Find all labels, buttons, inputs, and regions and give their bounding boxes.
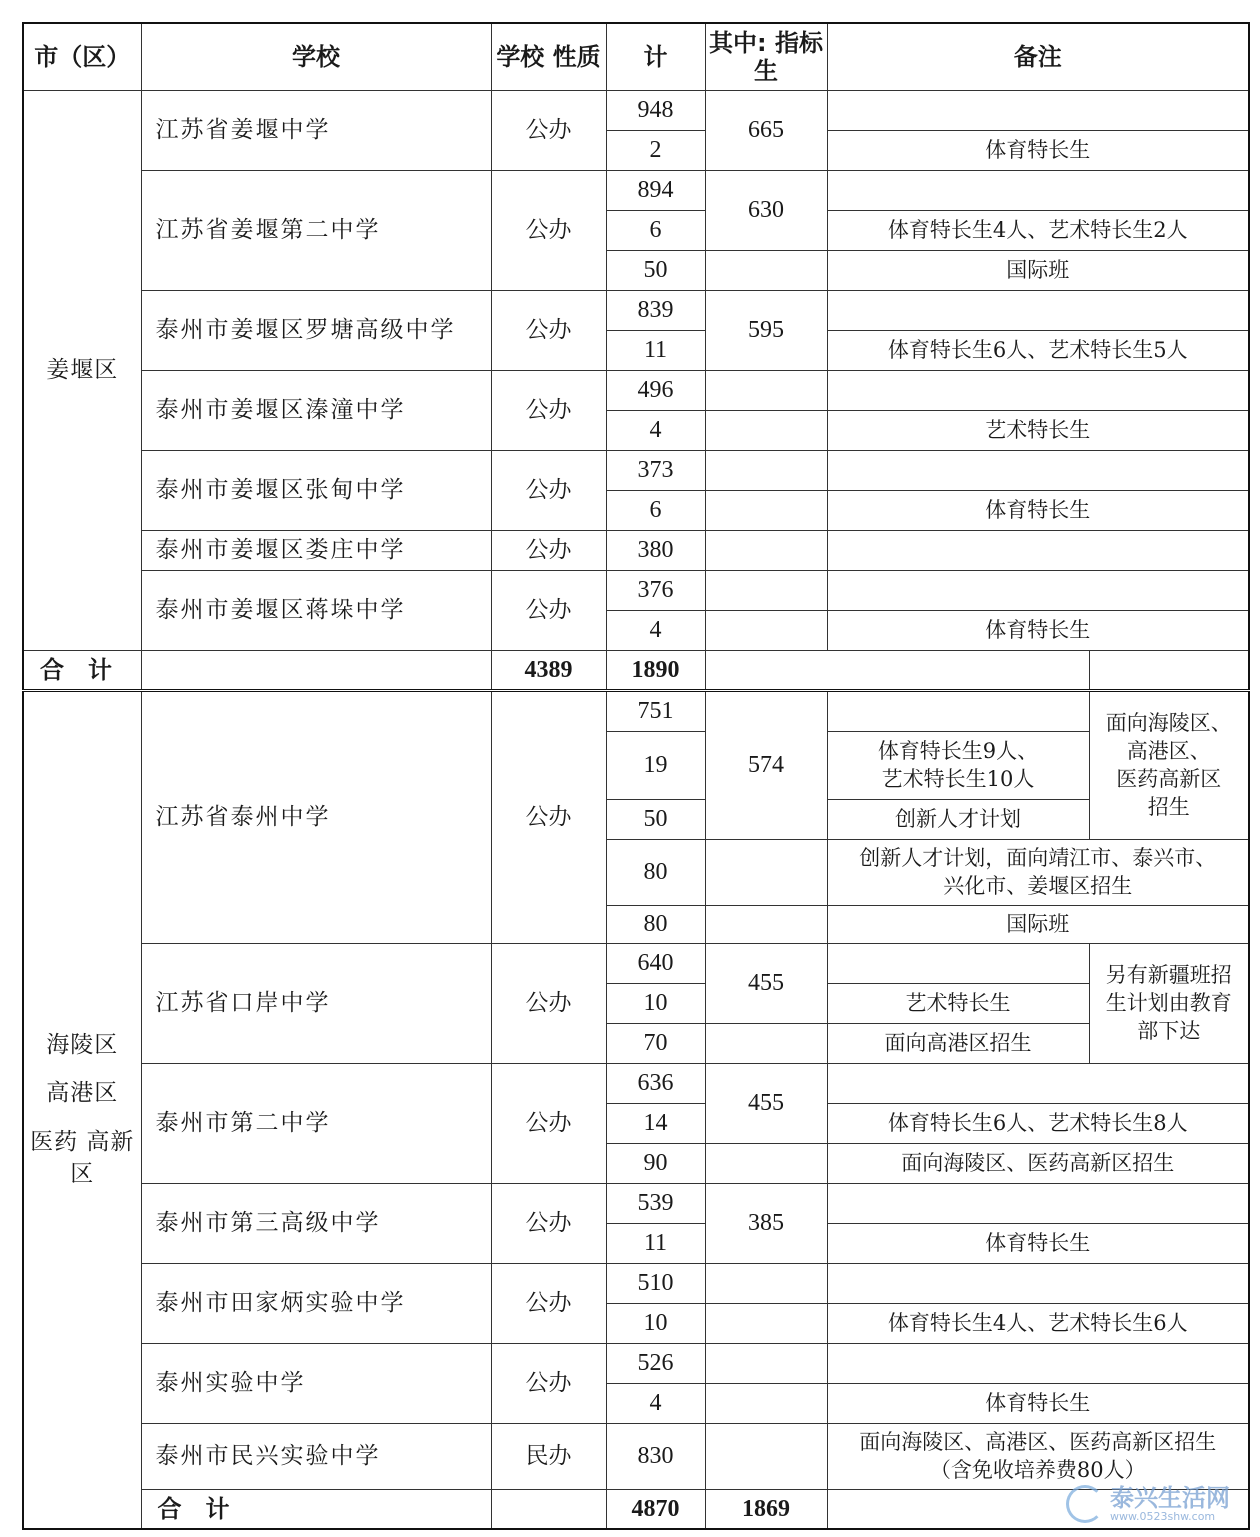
school-type: 公办 bbox=[491, 1063, 606, 1183]
school-name: 泰州市第二中学 bbox=[141, 1063, 491, 1183]
quota-cell bbox=[705, 610, 827, 650]
table-row bbox=[23, 170, 1249, 210]
count-cell: 510 bbox=[606, 1263, 705, 1303]
quota-cell bbox=[705, 1383, 827, 1423]
table-row bbox=[23, 530, 1249, 570]
quota-cell: 630 bbox=[705, 170, 827, 250]
count-cell: 496 bbox=[606, 370, 705, 410]
count-cell: 4 bbox=[606, 610, 705, 650]
count-cell: 19 bbox=[606, 731, 705, 799]
school-type: 民办 bbox=[491, 1423, 606, 1489]
note-cell: 面向海陵区、医药高新区招生 bbox=[827, 1143, 1249, 1183]
quota-cell bbox=[705, 530, 827, 570]
table-row bbox=[23, 943, 1249, 983]
count-cell: 11 bbox=[606, 1223, 705, 1263]
quota-cell: 385 bbox=[705, 1183, 827, 1263]
school-type bbox=[491, 1489, 606, 1529]
count-cell: 50 bbox=[606, 250, 705, 290]
table-row bbox=[23, 1063, 1249, 1103]
total-count: 4870 bbox=[606, 1489, 705, 1529]
school-type: 公办 bbox=[491, 1183, 606, 1263]
school-type: 公办 bbox=[491, 170, 606, 290]
quota-cell: 455 bbox=[705, 943, 827, 1023]
note-cell: 创新人才计划，面向靖江市、泰兴市、 兴化市、姜堰区招生 bbox=[827, 839, 1249, 905]
count-cell: 50 bbox=[606, 799, 705, 839]
site-watermark bbox=[1066, 1485, 1230, 1523]
note-cell: 体育特长生4人、艺术特长生2人 bbox=[827, 210, 1249, 250]
total-count: 4389 bbox=[491, 650, 606, 690]
count-cell: 4 bbox=[606, 410, 705, 450]
school-type: 公办 bbox=[491, 530, 606, 570]
header-quota: 其中: 指标生 bbox=[705, 23, 827, 90]
quota-cell bbox=[705, 490, 827, 530]
side-note: 面向海陵区、 高港区、 医药高新区 招生 bbox=[1089, 690, 1249, 839]
count-cell: 636 bbox=[606, 1063, 705, 1103]
quota-cell bbox=[705, 410, 827, 450]
note-cell: 艺术特长生 bbox=[827, 983, 1089, 1023]
region-gaogang: 高港区 bbox=[46, 1079, 119, 1106]
region-yiyao: 医药 高新区 bbox=[30, 1128, 135, 1187]
note-cell: 面向海陵区、高港区、医药高新区招生 （含免收培养费80人） bbox=[827, 1423, 1249, 1489]
quota-cell bbox=[705, 1023, 827, 1063]
quota-cell bbox=[705, 370, 827, 410]
count-cell: 90 bbox=[606, 1143, 705, 1183]
school-type: 公办 bbox=[491, 370, 606, 450]
note-cell bbox=[827, 1263, 1249, 1303]
note-cell: 体育特长生6人、艺术特长生8人 bbox=[827, 1103, 1249, 1143]
school-type: 公办 bbox=[491, 90, 606, 170]
school-name: 江苏省泰州中学 bbox=[141, 690, 491, 943]
quota-cell bbox=[705, 450, 827, 490]
table-row bbox=[23, 370, 1249, 410]
note-cell bbox=[827, 690, 1089, 731]
count-cell: 376 bbox=[606, 570, 705, 610]
note-cell bbox=[827, 450, 1249, 490]
header-region: 市（区） bbox=[23, 23, 141, 90]
note-cell: 体育特长生 bbox=[827, 130, 1249, 170]
note-cell: 国际班 bbox=[827, 905, 1249, 943]
school-name: 泰州实验中学 bbox=[141, 1343, 491, 1423]
note-cell: 体育特长生 bbox=[827, 1383, 1249, 1423]
total-label: 合 计 bbox=[23, 650, 141, 690]
table-row bbox=[23, 90, 1249, 130]
note-cell: 体育特长生 bbox=[827, 1223, 1249, 1263]
table-row bbox=[23, 1343, 1249, 1383]
count-cell: 80 bbox=[606, 839, 705, 905]
school-type: 公办 bbox=[491, 450, 606, 530]
count-cell: 70 bbox=[606, 1023, 705, 1063]
quota-cell bbox=[705, 1423, 827, 1489]
table-row bbox=[23, 1263, 1249, 1303]
table-row bbox=[23, 570, 1249, 610]
school-type: 公办 bbox=[491, 570, 606, 650]
count-cell: 830 bbox=[606, 1423, 705, 1489]
header-row bbox=[23, 23, 1249, 90]
side-note: 另有新疆班招 生计划由教育 部下达 bbox=[1089, 943, 1249, 1063]
region-cell: 姜堰区 bbox=[23, 90, 141, 650]
school-name: 泰州市姜堰区蒋垛中学 bbox=[141, 570, 491, 650]
note-cell: 体育特长生 bbox=[827, 610, 1249, 650]
quota-cell bbox=[705, 250, 827, 290]
count-cell: 751 bbox=[606, 690, 705, 731]
school-type: 公办 bbox=[491, 1343, 606, 1423]
school-name: 泰州市姜堰区罗塘高级中学 bbox=[141, 290, 491, 370]
count-cell: 4 bbox=[606, 1383, 705, 1423]
note-cell bbox=[827, 530, 1249, 570]
school-type: 公办 bbox=[491, 690, 606, 943]
count-cell: 14 bbox=[606, 1103, 705, 1143]
header-nature: 学校 性质 bbox=[491, 23, 606, 90]
count-cell: 10 bbox=[606, 983, 705, 1023]
count-cell: 380 bbox=[606, 530, 705, 570]
region-cell bbox=[23, 690, 141, 1529]
count-cell: 948 bbox=[606, 90, 705, 130]
quota-cell: 574 bbox=[705, 690, 827, 839]
school-name: 江苏省口岸中学 bbox=[141, 943, 491, 1063]
note-cell: 体育特长生 bbox=[827, 490, 1249, 530]
table-row bbox=[23, 290, 1249, 330]
table-row bbox=[23, 690, 1249, 731]
school-name: 泰州市田家炳实验中学 bbox=[141, 1263, 491, 1343]
school-type bbox=[141, 650, 491, 690]
count-cell: 894 bbox=[606, 170, 705, 210]
note-cell: 面向高港区招生 bbox=[827, 1023, 1089, 1063]
note-cell bbox=[827, 943, 1089, 983]
count-cell: 526 bbox=[606, 1343, 705, 1383]
note-cell bbox=[827, 570, 1249, 610]
note-cell: 艺术特长生 bbox=[827, 410, 1249, 450]
table-row bbox=[23, 1423, 1249, 1489]
note-cell bbox=[827, 1343, 1249, 1383]
table-row bbox=[23, 450, 1249, 490]
enrollment-table bbox=[22, 22, 1250, 1530]
count-cell: 6 bbox=[606, 490, 705, 530]
quota-cell bbox=[705, 839, 827, 905]
note-cell bbox=[827, 370, 1249, 410]
count-cell: 539 bbox=[606, 1183, 705, 1223]
quota-cell bbox=[705, 1143, 827, 1183]
note-cell bbox=[827, 1183, 1249, 1223]
total-quota: 1869 bbox=[705, 1489, 827, 1529]
header-school: 学校 bbox=[141, 23, 491, 90]
count-cell: 11 bbox=[606, 330, 705, 370]
quota-cell bbox=[705, 1303, 827, 1343]
school-name: 泰州市民兴实验中学 bbox=[141, 1423, 491, 1489]
quota-cell bbox=[705, 905, 827, 943]
quota-cell: 595 bbox=[705, 290, 827, 370]
watermark-url: www.0523shw.com bbox=[1110, 1509, 1216, 1523]
quota-cell: 665 bbox=[705, 90, 827, 170]
note-cell bbox=[827, 170, 1249, 210]
total-quota: 1890 bbox=[606, 650, 705, 690]
header-count: 计 bbox=[606, 23, 705, 90]
quota-cell: 455 bbox=[705, 1063, 827, 1143]
note-cell bbox=[827, 1063, 1249, 1103]
school-name: 泰州市姜堰区溱潼中学 bbox=[141, 370, 491, 450]
table-row bbox=[23, 1183, 1249, 1223]
total-label: 合 计 bbox=[141, 1489, 491, 1529]
note-cell: 体育特长生6人、艺术特长生5人 bbox=[827, 330, 1249, 370]
school-name: 江苏省姜堰第二中学 bbox=[141, 170, 491, 290]
count-cell: 373 bbox=[606, 450, 705, 490]
school-type: 公办 bbox=[491, 943, 606, 1063]
header-notes: 备注 bbox=[827, 23, 1249, 90]
site-logo-icon bbox=[1066, 1485, 1104, 1523]
note-cell: 国际班 bbox=[827, 250, 1249, 290]
count-cell: 80 bbox=[606, 905, 705, 943]
note-cell: 体育特长生9人、 艺术特长生10人 bbox=[827, 731, 1089, 799]
quota-cell bbox=[705, 1343, 827, 1383]
school-name: 泰州市姜堰区娄庄中学 bbox=[141, 530, 491, 570]
count-cell: 640 bbox=[606, 943, 705, 983]
count-cell: 6 bbox=[606, 210, 705, 250]
count-cell: 2 bbox=[606, 130, 705, 170]
count-cell: 839 bbox=[606, 290, 705, 330]
school-type: 公办 bbox=[491, 1263, 606, 1343]
school-name: 泰州市第三高级中学 bbox=[141, 1183, 491, 1263]
quota-cell bbox=[705, 570, 827, 610]
count-cell: 10 bbox=[606, 1303, 705, 1343]
quota-cell bbox=[705, 1263, 827, 1303]
note-cell bbox=[705, 650, 1089, 690]
note-cell bbox=[827, 290, 1249, 330]
watermark-name: 泰兴生活网 bbox=[1110, 1483, 1230, 1512]
school-name: 江苏省姜堰中学 bbox=[141, 90, 491, 170]
note-cell: 创新人才计划 bbox=[827, 799, 1089, 839]
total-row bbox=[23, 650, 1249, 690]
note-cell bbox=[827, 90, 1249, 130]
school-type: 公办 bbox=[491, 290, 606, 370]
region-hailing: 海陵区 bbox=[46, 1031, 119, 1058]
school-name: 泰州市姜堰区张甸中学 bbox=[141, 450, 491, 530]
note-cell: 体育特长生4人、艺术特长生6人 bbox=[827, 1303, 1249, 1343]
